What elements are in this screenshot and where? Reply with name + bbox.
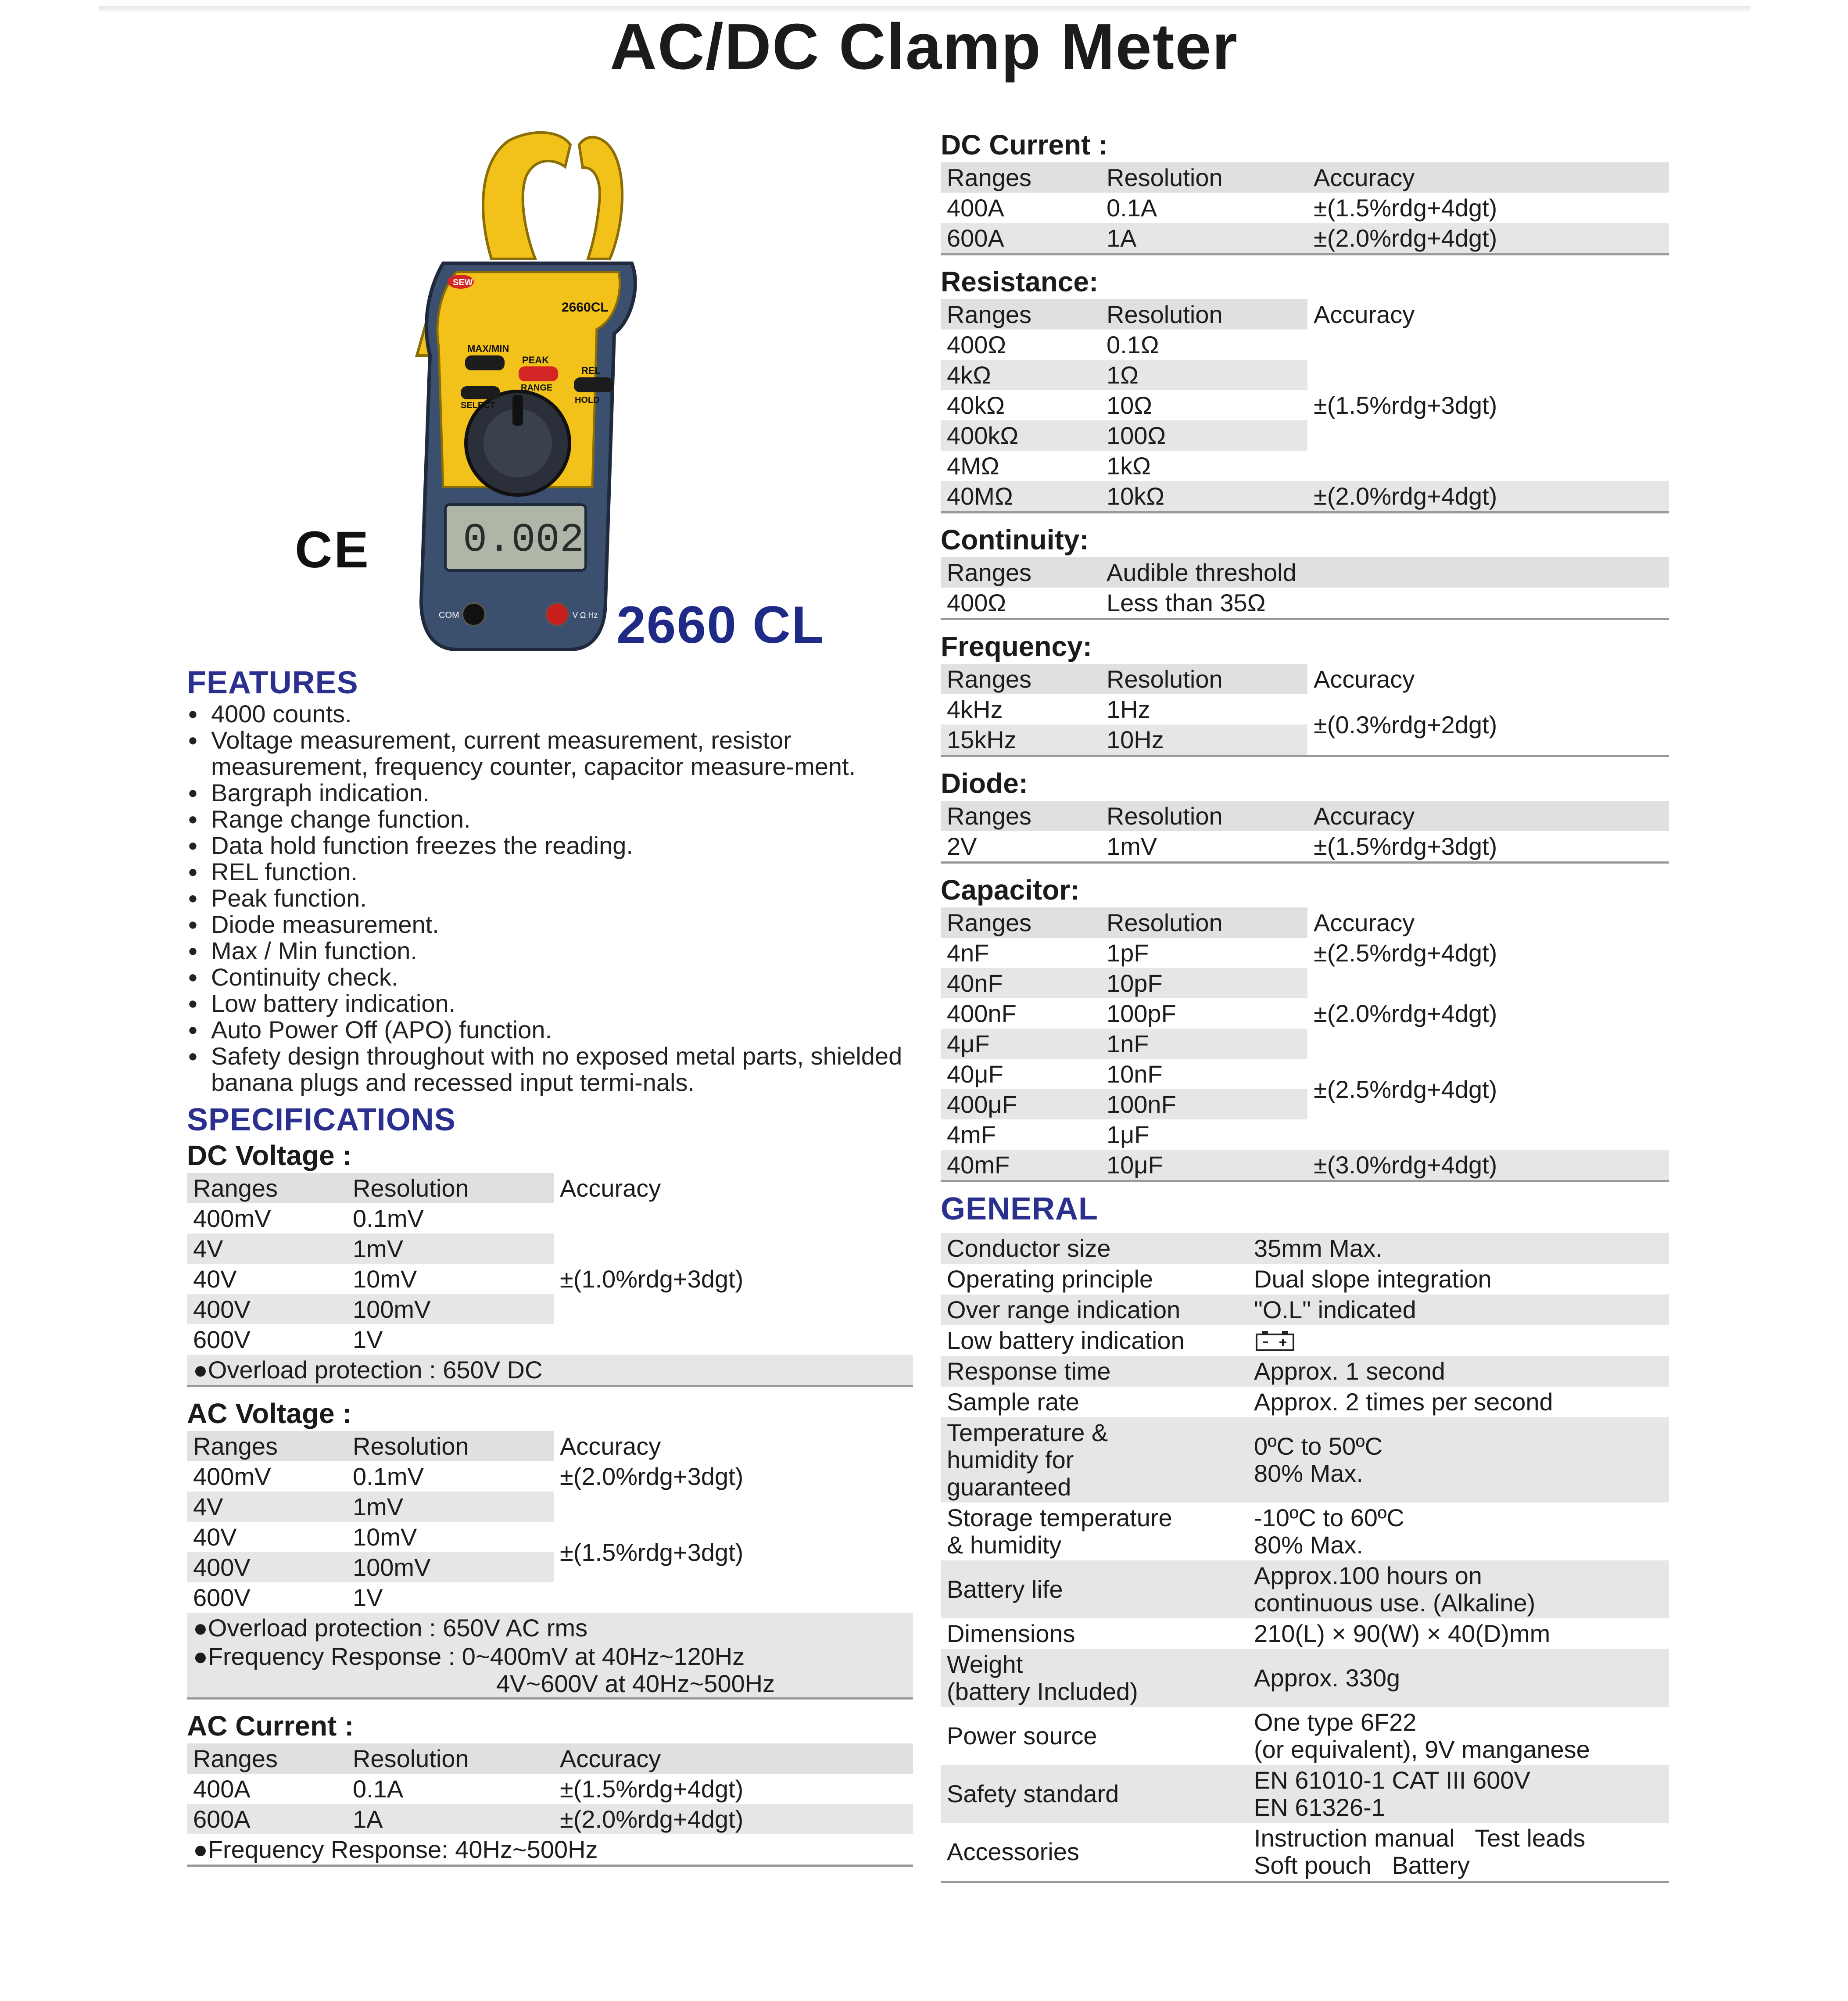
ranges-header: Ranges	[941, 162, 1100, 193]
range-cell: 4mF	[947, 1121, 996, 1148]
value-line: Soft pouch Battery	[1254, 1851, 1470, 1879]
accuracy-cell: ±(1.5%rdg+3dgt)	[1307, 330, 1669, 481]
accuracy-header: Accuracy	[1307, 162, 1669, 193]
table-row	[941, 1119, 1669, 1150]
value-line: 80% Max.	[1254, 1460, 1363, 1487]
range-cell: 4μF	[941, 1029, 1100, 1059]
range-cell: 40mF	[947, 1151, 1010, 1179]
range-cell: 40kΩ	[947, 391, 1005, 419]
range-cell: 4kΩ	[941, 360, 1100, 390]
range-cell: 15kHz	[941, 724, 1100, 755]
range-cell: 400Ω	[947, 331, 1006, 359]
table-row	[941, 193, 1669, 223]
feature-item: ● REL function.	[187, 859, 913, 885]
resolution-cell: 1A	[353, 1805, 383, 1833]
range-cell: 400mV	[193, 1463, 271, 1490]
feature-item: ● Low battery indication.	[187, 990, 913, 1017]
general-value	[1248, 1295, 1669, 1325]
label-line: Storage temperature	[947, 1504, 1172, 1531]
resolution-cell: 10Ω	[1107, 391, 1153, 419]
label-line: Dimensions	[947, 1620, 1075, 1647]
range-cell: 4V	[187, 1234, 347, 1264]
rel-button	[574, 377, 613, 392]
peak-label: PEAK	[522, 355, 549, 366]
table-header-row	[187, 1173, 913, 1203]
accuracy-cell: ±(2.0%rdg+4dgt)	[560, 1805, 744, 1833]
accuracy-cell: ±(2.5%rdg+4dgt)	[1307, 1059, 1669, 1119]
value-line: continuous use. (Alkaline)	[1254, 1589, 1536, 1617]
range-label: RANGE	[521, 383, 553, 393]
continuity-table	[941, 557, 1669, 620]
resolution-header: Resolution	[1100, 801, 1307, 831]
specifications-heading: SPECIFICATIONS	[187, 1102, 456, 1137]
resistance-table	[941, 299, 1669, 513]
resolution-header: Resolution	[347, 1173, 554, 1203]
general-row-battery-life	[941, 1560, 1669, 1618]
general-value	[1248, 1560, 1669, 1618]
general-label	[941, 1823, 1248, 1881]
features-list	[187, 701, 913, 1096]
frequency-response-note: ●Frequency Response : 0~400mV at 40Hz~120Hz	[193, 1642, 745, 1670]
select-label: SELECT	[461, 401, 495, 410]
range-cell: 2V	[947, 832, 977, 860]
label-line: Accessories	[947, 1838, 1079, 1865]
value-line: 210(L) × 90(W) × 40(D)mm	[1254, 1620, 1551, 1647]
value-line: 35mm Max.	[1254, 1234, 1382, 1262]
range-cell: 600V	[193, 1326, 251, 1353]
right-column	[941, 127, 1669, 1883]
resolution-cell: 10Hz	[1100, 724, 1307, 755]
table-row	[187, 1774, 913, 1804]
general-row-operating-principle	[941, 1264, 1669, 1295]
ce-mark: CE	[295, 521, 370, 579]
v-terminal	[546, 603, 569, 626]
general-label	[941, 1503, 1248, 1560]
dc-current-table	[941, 162, 1669, 255]
general-label	[941, 1560, 1248, 1618]
notes-block	[187, 1613, 913, 1697]
clamp-meter-illustration	[290, 127, 904, 663]
general-row-power-source	[941, 1707, 1669, 1765]
label-line: Power source	[947, 1722, 1097, 1750]
resolution-cell: 100pF	[1107, 1000, 1176, 1027]
general-row-over-range	[941, 1295, 1669, 1325]
dc-voltage-table	[187, 1173, 913, 1387]
value-line: (or equivalent), 9V manganese	[1254, 1736, 1590, 1763]
resolution-cell: 10pF	[1100, 968, 1307, 998]
resistance-title: Resistance:	[941, 266, 1099, 298]
range-cell: 4nF	[947, 939, 989, 967]
resolution-header: Resolution	[1100, 664, 1307, 694]
resolution-cell: 100mV	[347, 1294, 554, 1324]
value-line: One type 6F22	[1254, 1708, 1417, 1736]
range-cell: 400Ω	[947, 589, 1006, 617]
resolution-cell: 1kΩ	[1107, 452, 1151, 480]
ranges-header: Ranges	[187, 1431, 347, 1461]
threshold-cell: Less than 35Ω	[1107, 589, 1266, 617]
range-cell: 400nF	[947, 1000, 1017, 1027]
table-row	[941, 1150, 1669, 1180]
general-value	[1248, 1649, 1669, 1707]
v-label: V Ω Hz	[573, 611, 598, 620]
max-min-label: MAX/MIN	[467, 343, 509, 354]
accuracy-header: Accuracy	[560, 1432, 661, 1460]
accuracy-header: Accuracy	[1314, 665, 1415, 693]
resolution-cell: 1V	[353, 1584, 383, 1611]
general-label	[941, 1765, 1248, 1823]
resolution-cell: 1V	[353, 1326, 383, 1353]
ac-voltage-spec	[187, 1396, 913, 1700]
range-cell: 40V	[193, 1523, 237, 1551]
general-row-conductor-size	[941, 1233, 1669, 1264]
value-line: Instruction manual Test leads	[1254, 1824, 1586, 1852]
table-row	[187, 1804, 913, 1834]
accuracy-header: Accuracy	[1307, 801, 1669, 831]
general-value	[1248, 1387, 1669, 1417]
frequency-spec	[941, 629, 1669, 757]
general-value	[1248, 1707, 1669, 1765]
general-value	[1248, 1823, 1669, 1881]
table-header-row	[941, 664, 1669, 694]
resolution-cell: 0.1Ω	[1107, 331, 1159, 359]
general-row-weight	[941, 1649, 1669, 1707]
hold-label: HOLD	[575, 395, 600, 405]
ac-current-title: AC Current :	[187, 1710, 354, 1742]
value-line: EN 61010-1 CAT III 600V	[1254, 1766, 1530, 1794]
resolution-header: Resolution	[347, 1743, 554, 1774]
diode-title: Diode:	[941, 767, 1028, 799]
range-cell: 4V	[187, 1492, 347, 1522]
range-cell: 400μF	[941, 1089, 1100, 1119]
table-header-row	[941, 162, 1669, 193]
resolution-header: Resolution	[1100, 162, 1307, 193]
accuracy-cell: ±(1.5%rdg+4dgt)	[560, 1775, 744, 1803]
value-line: 80% Max.	[1254, 1531, 1363, 1559]
ac-current-table	[187, 1743, 913, 1867]
select-button	[461, 386, 500, 399]
general-label	[941, 1707, 1248, 1765]
capacitor-table	[941, 907, 1669, 1182]
general-value	[1248, 1618, 1669, 1649]
general-row-temperature	[941, 1417, 1669, 1503]
label-line: Over range indication	[947, 1296, 1181, 1323]
battery-icon	[1254, 1329, 1296, 1352]
general-label	[941, 1649, 1248, 1707]
range-cell: 600A	[947, 224, 1004, 252]
frequency-table	[941, 664, 1669, 757]
range-cell: 600A	[193, 1805, 251, 1833]
value-line: Dual slope integration	[1254, 1265, 1492, 1293]
dc-voltage-title: DC Voltage :	[187, 1140, 352, 1171]
ac-voltage-table	[187, 1431, 913, 1700]
general-table	[941, 1233, 1669, 1883]
lcd-reading: 0.002	[463, 517, 584, 563]
ranges-header: Ranges	[941, 801, 1100, 831]
table-row	[941, 481, 1669, 511]
range-cell: 40nF	[941, 968, 1100, 998]
resolution-header: Resolution	[347, 1431, 554, 1461]
general-label	[941, 1295, 1248, 1325]
resolution-cell: 1mV	[347, 1234, 554, 1264]
threshold-header: Audible threshold	[1100, 557, 1669, 588]
range-cell: 4MΩ	[947, 452, 999, 480]
general-row-accessories	[941, 1823, 1669, 1881]
resolution-cell: 10mV	[353, 1523, 417, 1551]
resolution-cell: 0.1A	[1107, 194, 1157, 222]
general-heading: GENERAL	[941, 1191, 1099, 1226]
dc-current-spec	[941, 127, 1669, 255]
peak-button	[519, 366, 558, 381]
table-header-row	[941, 907, 1669, 938]
general-row-sample-rate	[941, 1387, 1669, 1417]
resolution-cell: 10kΩ	[1107, 482, 1165, 510]
general-row-storage-temperature	[941, 1503, 1669, 1560]
resolution-cell: 0.1mV	[353, 1463, 424, 1490]
resolution-cell: 1Hz	[1107, 696, 1150, 723]
table-header-row	[941, 557, 1669, 588]
resolution-cell: 1mV	[347, 1492, 554, 1522]
accuracy-cell: ±(3.0%rdg+4dgt)	[1314, 1151, 1497, 1179]
label-line: & humidity	[947, 1531, 1062, 1559]
general-label	[941, 1618, 1248, 1649]
accuracy-cell: ±(1.5%rdg+4dgt)	[1314, 194, 1497, 222]
label-line: Conductor size	[947, 1234, 1111, 1262]
range-cell: 40V	[193, 1265, 237, 1293]
accuracy-cell: ±(2.0%rdg+4dgt)	[1307, 968, 1669, 1059]
general-label	[941, 1233, 1248, 1264]
label-line: guaranteed	[947, 1473, 1071, 1501]
range-cell: 400A	[947, 194, 1004, 222]
range-cell: 40MΩ	[947, 482, 1013, 510]
resolution-cell: 1Ω	[1100, 360, 1307, 390]
ranges-header: Ranges	[941, 664, 1100, 694]
dc-voltage-spec	[187, 1138, 913, 1387]
table-header-row	[941, 801, 1669, 831]
frequency-response-note: ●Frequency Response: 40Hz~500Hz	[193, 1836, 598, 1863]
resolution-cell: 10nF	[1107, 1060, 1163, 1088]
general-value	[1248, 1417, 1669, 1503]
table-header-row	[187, 1431, 913, 1461]
resistance-spec	[941, 264, 1669, 513]
label-line: Weight	[947, 1650, 1023, 1678]
value-line: Approx. 1 second	[1254, 1357, 1445, 1385]
features-heading: FEATURES	[187, 665, 358, 700]
capacitor-spec	[941, 872, 1669, 1182]
max-min-button	[465, 355, 505, 370]
model-label: 2660 CL	[616, 595, 825, 654]
general-row-dimensions	[941, 1618, 1669, 1649]
resolution-cell: 1μF	[1107, 1121, 1150, 1148]
resolution-cell: 10mV	[353, 1265, 417, 1293]
range-cell: 400V	[187, 1294, 347, 1324]
value-line: EN 61326-1	[1254, 1793, 1385, 1821]
accuracy-cell: ±(2.0%rdg+4dgt)	[1314, 224, 1497, 252]
accuracy-header: Accuracy	[1314, 301, 1415, 328]
capacitor-title: Capacitor:	[941, 874, 1080, 906]
diode-table	[941, 801, 1669, 864]
overload-note: ●Overload protection : 650V AC rms	[193, 1614, 588, 1642]
value-line: Approx. 330g	[1254, 1664, 1400, 1692]
accuracy-cell: ±(2.5%rdg+4dgt)	[1307, 938, 1669, 968]
range-cell: 4kHz	[947, 696, 1003, 723]
left-column	[187, 665, 913, 1875]
table-row	[941, 831, 1669, 861]
general-value	[1248, 1503, 1669, 1560]
accuracy-cell: ±(2.0%rdg+4dgt)	[1314, 482, 1497, 510]
general-value	[1248, 1765, 1669, 1823]
accuracy-cell: ±(2.0%rdg+3dgt)	[554, 1461, 913, 1492]
general-label	[941, 1387, 1248, 1417]
continuity-spec	[941, 522, 1669, 620]
ac-voltage-title: AC Voltage :	[187, 1398, 352, 1429]
resolution-header: Resolution	[1100, 299, 1307, 330]
range-cell: 400mV	[193, 1205, 271, 1232]
resolution-cell: 1nF	[1100, 1029, 1307, 1059]
resolution-cell: 0.1A	[353, 1775, 404, 1803]
resolution-cell: 100Ω	[1100, 420, 1307, 451]
resolution-cell: 1A	[1107, 224, 1137, 252]
feature-item: ● Diode measurement.	[187, 911, 913, 938]
accuracy-cell: ±(1.0%rdg+3dgt)	[554, 1203, 913, 1355]
resolution-cell: 0.1mV	[353, 1205, 424, 1232]
accuracy-cell: ±(0.3%rdg+2dgt)	[1307, 694, 1669, 755]
label-line: humidity for	[947, 1446, 1074, 1474]
feature-item: ● Peak function.	[187, 885, 913, 911]
table-header-row	[941, 299, 1669, 330]
range-cell: 400V	[187, 1552, 347, 1582]
resolution-cell: 100nF	[1100, 1089, 1307, 1119]
device-model-label: 2660CL	[562, 300, 609, 315]
value-line: 0ºC to 50ºC	[1254, 1432, 1383, 1460]
resolution-cell: 1pF	[1107, 939, 1149, 967]
general-value	[1248, 1325, 1669, 1356]
resolution-cell: 100mV	[347, 1552, 554, 1582]
general-row-response-time	[941, 1356, 1669, 1387]
value-line: -10ºC to 60ºC	[1254, 1504, 1404, 1531]
com-terminal	[462, 603, 485, 626]
resolution-header: Resolution	[1100, 907, 1307, 938]
general-label	[941, 1264, 1248, 1295]
label-line: Operating principle	[947, 1265, 1153, 1293]
accuracy-cell: ±(1.5%rdg+3dgt)	[1314, 832, 1497, 860]
feature-item: ● Auto Power Off (APO) function.	[187, 1017, 913, 1043]
com-label: COM	[439, 610, 459, 620]
resolution-cell: 10μF	[1107, 1151, 1163, 1179]
page-title: AC/DC Clamp Meter	[610, 11, 1238, 83]
diode-spec	[941, 766, 1669, 864]
ac-current-spec	[187, 1708, 913, 1867]
dc-current-title: DC Current :	[941, 129, 1108, 161]
feature-item: ● Range change function.	[187, 806, 913, 832]
ranges-header: Ranges	[941, 557, 1100, 588]
overload-note: ●Overload protection : 650V DC	[187, 1355, 913, 1385]
label-line: Temperature &	[947, 1419, 1108, 1446]
ranges-header: Ranges	[187, 1173, 347, 1203]
feature-item: ● Bargraph indication.	[187, 780, 913, 806]
label-line: Response time	[947, 1357, 1111, 1385]
feature-item: ● Voltage measurement, current measurement, resistor measurement, frequency counter, capacitor measure-ment.	[187, 727, 913, 780]
range-cell: 40μF	[947, 1060, 1003, 1088]
accuracy-header: Accuracy	[1314, 909, 1415, 936]
general-label	[941, 1356, 1248, 1387]
resolution-cell: 1mV	[1107, 832, 1157, 860]
table-header-row	[187, 1743, 913, 1774]
table-row	[941, 588, 1669, 618]
accuracy-header: Accuracy	[560, 1174, 661, 1202]
feature-item: ● Data hold function freezes the reading.	[187, 832, 913, 859]
ranges-header: Ranges	[187, 1743, 347, 1774]
label-line: Low battery indication	[947, 1327, 1185, 1354]
general-value	[1248, 1264, 1669, 1295]
label-line: Safety standard	[947, 1780, 1119, 1807]
accuracy-header: Accuracy	[554, 1743, 913, 1774]
table-row	[941, 223, 1669, 253]
general-label	[941, 1417, 1248, 1503]
accuracy-cell: ±(1.5%rdg+3dgt)	[554, 1492, 913, 1613]
frequency-response-note-2: 4V~600V at 40Hz~500Hz	[496, 1670, 775, 1697]
frequency-title: Frequency:	[941, 631, 1092, 662]
rel-label: REL	[581, 365, 601, 376]
general-label	[941, 1325, 1248, 1356]
brand-logo: SEW	[453, 278, 473, 287]
value-line: Approx.100 hours on	[1254, 1562, 1482, 1589]
label-line: Battery life	[947, 1575, 1063, 1603]
feature-item: ● Safety design throughout with no exposed metal parts, shielded banana plugs and recessed input termi-nals.	[187, 1043, 913, 1096]
general-row-low-battery	[941, 1325, 1669, 1356]
continuity-title: Continuity:	[941, 524, 1089, 556]
value-line: "O.L" indicated	[1254, 1296, 1416, 1323]
ranges-header: Ranges	[941, 299, 1100, 330]
general-value	[1248, 1356, 1669, 1387]
range-cell: 400kΩ	[941, 420, 1100, 451]
value-line: Approx. 2 times per second	[1254, 1388, 1553, 1416]
ranges-header: Ranges	[941, 907, 1100, 938]
feature-item: ● Continuity check.	[187, 964, 913, 990]
label-line: (battery Included)	[947, 1678, 1138, 1705]
general-row-safety-standard	[941, 1765, 1669, 1823]
range-cell: 600V	[193, 1584, 251, 1611]
label-line: Sample rate	[947, 1388, 1079, 1416]
range-cell: 400A	[193, 1775, 251, 1803]
feature-item: ● 4000 counts.	[187, 701, 913, 727]
feature-item: ● Max / Min function.	[187, 938, 913, 964]
general-value	[1248, 1233, 1669, 1264]
